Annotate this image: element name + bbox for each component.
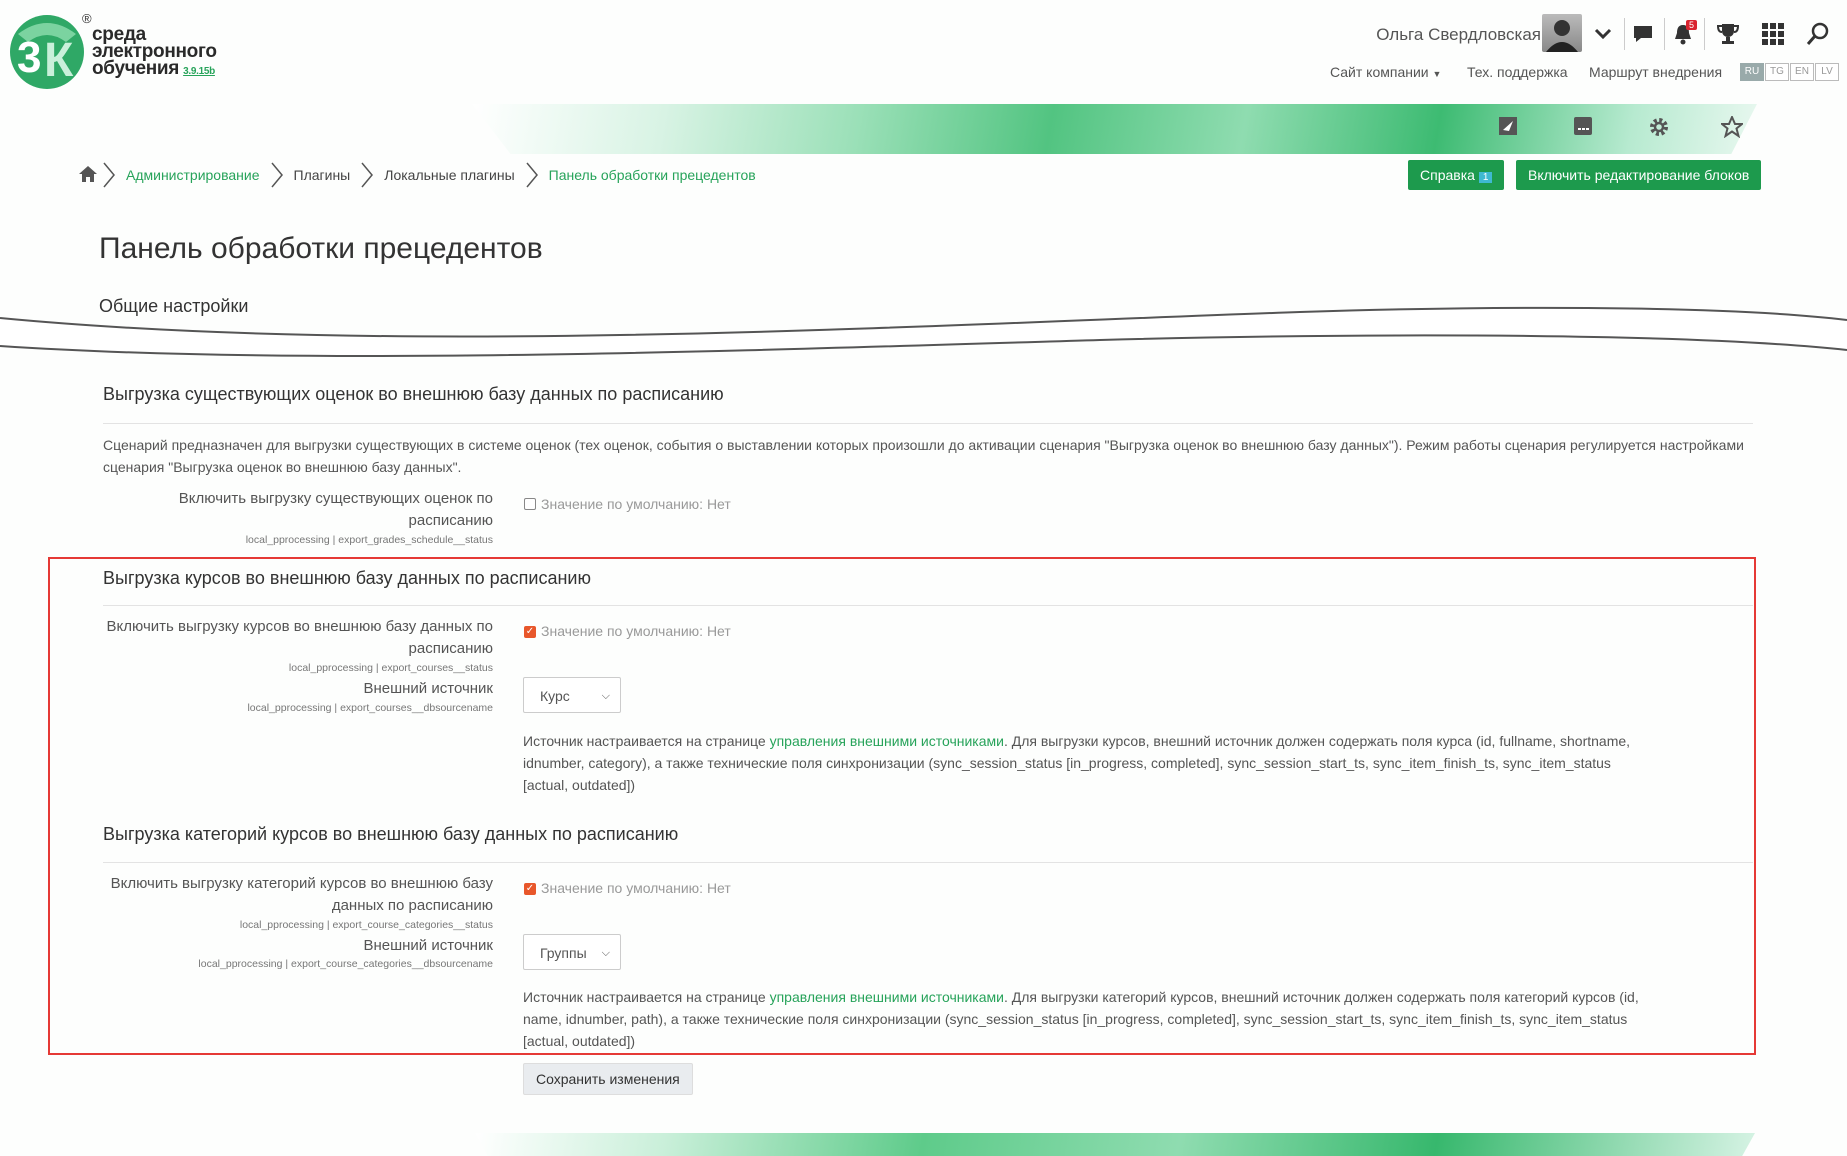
user-name[interactable]: Ольга Свердловская [1376,25,1541,44]
categories-source-key: local_pprocessing | export_course_categories__dbsourcename [198,958,493,970]
courses-source-select[interactable] [523,677,621,713]
support-link[interactable]: Тех. поддержка [1467,64,1568,80]
courses-default-text: Значение по умолчанию: Нет [541,623,731,639]
save-button[interactable]: Сохранить изменения [523,1063,693,1095]
courses-source-value: Курс [540,688,570,704]
categories-source-select[interactable] [523,934,621,970]
footer-banner [475,1133,1755,1156]
registered-mark: ® [82,11,92,26]
lang-en[interactable]: EN [1790,63,1814,81]
help-count: 1 [1479,172,1493,183]
edit-blocks-button[interactable]: Включить редактирование блоков [1516,160,1761,190]
star-icon[interactable] [1721,116,1743,144]
notification-badge: 5 [1686,20,1697,30]
torn-edge-divider [0,296,1847,370]
divider [1704,18,1705,50]
categories-source-value: Группы [540,945,587,961]
grades-enable-checkbox[interactable] [524,498,536,510]
divider [103,862,1753,863]
messages-icon[interactable] [1625,18,1661,50]
header-banner [472,104,1757,154]
svg-text:К: К [44,34,74,87]
gear-icon[interactable] [1648,116,1670,144]
chevron-right-icon [102,162,116,188]
breadcrumb-plugins[interactable]: Плагины [293,167,351,183]
home-icon[interactable] [78,165,98,186]
categories-enable-checkbox[interactable]: ✓ [525,883,535,894]
send-icon[interactable] [1498,116,1518,142]
roadmap-link[interactable]: Маршрут внедрения [1589,64,1723,80]
grades-section-heading: Выгрузка существующих оценок во внешнюю базу данных по расписанию [103,384,724,404]
categories-enable-label: Включить выгрузку категорий курсов во внешнюю базу данных по расписанию [110,875,493,914]
company-site-link[interactable]: Сайт компании ▼ [1330,64,1442,80]
chevron-down-icon[interactable] [1585,18,1621,50]
trophy-icon[interactable] [1710,18,1746,50]
grades-enable-key: local_pprocessing | export_grades_schedule__status [245,534,493,546]
categories-section-heading: Выгрузка категорий курсов во внешнюю базу данных по расписанию [103,824,679,844]
logo-mark[interactable] [8,12,86,92]
courses-enable-label: Включить выгрузку курсов во внешнюю базу данных по расписанию [106,618,493,657]
divider [103,423,1753,424]
card-icon[interactable] [1573,116,1593,142]
general-settings-heading: Общие настройки [99,296,249,316]
categories-enable-key: local_pprocessing | export_course_categories__status [239,919,493,931]
version-link[interactable]: 3.9.15b [183,66,215,77]
divider [103,605,1753,606]
lang-ru[interactable]: RU [1740,63,1764,81]
categories-default-text: Значение по умолчанию: Нет [541,880,731,896]
courses-source-label: Внешний источник [363,680,493,697]
logo-text [92,26,217,80]
courses-source-key: local_pprocessing | export_courses__dbsourcename [247,702,493,714]
svg-text:3: 3 [17,33,42,82]
search-icon[interactable] [1800,18,1836,50]
courses-enable-checkbox[interactable]: ✓ [525,626,535,637]
grades-enable-label: Включить выгрузку существующих оценок по расписанию [178,490,493,529]
grades-default-text: Значение по умолчанию: Нет [541,496,731,512]
chevron-right-icon [525,162,539,188]
chevron-down-icon: ⌵ [601,947,610,959]
logo-line-3: обучения [92,58,180,79]
avatar[interactable] [1542,14,1582,52]
courses-enable-key: local_pprocessing | export_courses__status [288,662,493,674]
breadcrumb-current[interactable]: Панель обработки прецедентов [548,167,756,183]
apps-grid-icon[interactable] [1755,18,1791,50]
grades-description: Сценарий предназначен для выгрузки существующих в системе оценок (тех оценок, события о выставлении которых произошли до активации сценария "Выгрузка оценок во внешнюю базу данных"). Режим работы сценария регулируется настройками сценария "Выгрузка оценок во внешнюю базу данных". [103,437,1744,475]
categories-help-text: Источник настраивается на странице управления внешними источниками. Для выгрузки категорий курсов, внешний источник должен содержать поля категорий курсов (id, name, idnumber, path), а также технические поля синхронизации (sync_session_status [in_progress, completed], sync_session_start_ts, sync_item_finish_ts, sync_item_status [actual, outdated]) [523,989,1639,1049]
courses-section-heading: Выгрузка курсов во внешнюю базу данных по расписанию [103,568,591,588]
lang-tg[interactable]: TG [1765,63,1789,81]
breadcrumb-admin[interactable]: Администрирование [126,167,260,183]
page-title: Панель обработки прецедентов [99,232,543,265]
lang-lv[interactable]: LV [1815,63,1839,81]
external-sources-link[interactable]: управления внешними источниками [769,733,1004,749]
logo-line-2: электронного [92,41,217,62]
external-sources-link[interactable]: управления внешними источниками [769,989,1004,1005]
breadcrumb-local-plugins[interactable]: Локальные плагины [384,167,515,183]
categories-source-label: Внешний источник [363,937,493,954]
bell-icon[interactable] [1665,18,1701,50]
breadcrumb [78,162,762,188]
language-switcher [1740,63,1839,81]
chevron-down-icon: ⌵ [601,690,610,702]
help-button[interactable]: Справка 1 [1408,160,1504,190]
chevron-right-icon [270,162,284,188]
chevron-right-icon [360,162,374,188]
logo-line-1: среда [92,24,146,45]
courses-help-text: Источник настраивается на странице управления внешними источниками. Для выгрузки курсов, внешний источник должен содержать поля курса (id, fullname, shortname, idnumber, category), а также технические поля синхронизации (sync_session_status [in_progress, completed], sync_session_start_ts, sync_item_finish_ts, sync_item_status [actual, outdated]) [523,733,1631,793]
